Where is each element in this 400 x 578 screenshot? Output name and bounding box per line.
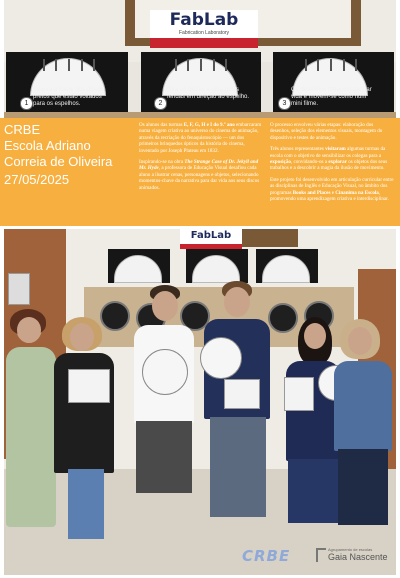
person-2-head: [70, 323, 94, 351]
person-6-skirt: [338, 449, 388, 525]
held-phenakistoscope: [142, 349, 188, 395]
phenakistoscope-wheel: [100, 301, 130, 331]
held-phenakistoscope: [200, 337, 242, 379]
held-drawing: [68, 369, 110, 403]
paragraph: O processo envolveu várias etapas: elaboração dos desenhos, seleção dos elementos visuais, montagem do dispositivo e testes de animação.: [270, 122, 383, 141]
top-photo: [4, 0, 396, 118]
gaia-nascente-logo-mark: [316, 548, 326, 562]
panel-caption-2: Gira os discos e olha pelas fendas em direção ao espelho.: [167, 87, 250, 100]
gaia-nascente-logo: Gaia Nascente: [328, 552, 388, 562]
panel-number-3: 3: [278, 97, 291, 110]
panel-number-1: 1: [20, 97, 33, 110]
person-3-head: [152, 291, 178, 321]
person-5-pants: [288, 459, 338, 523]
fablab-sign-title: FabLab: [169, 10, 239, 30]
fablab-sign-small: FabLab: [180, 229, 242, 249]
person-6-denim-jacket: [334, 361, 392, 451]
person-4-jeans: [210, 417, 266, 517]
group-photo: [4, 229, 396, 575]
article-column-2: [270, 122, 394, 207]
wall-poster: [8, 273, 30, 305]
person-2-jeans: [68, 469, 104, 539]
paragraph: Este projeto foi desenvolvido em articulação curricular entre as disciplinas de Inglês e Educação Visual, no âmbito dos programas Books and Places e Cinanima na Escola, promovendo uma aprendizagem criativa e interdisciplinar.: [270, 176, 394, 203]
paragraph: Três alunos representantes visitaram algumas turmas da escola com o objetivo de sensibilizar os colegas para a exposição, convidando-os a explorar os objetos dos seus trabalhos e a descobrir a magia da ilusão de movimento.: [270, 146, 388, 172]
held-drawing: [284, 377, 314, 411]
person-3-shorts: [136, 421, 192, 493]
fablab-sign-subtitle: Fabrication Laboratory: [178, 30, 230, 36]
crbe-logo: CRBE: [242, 547, 291, 565]
held-drawing: [224, 379, 260, 409]
event-date: 27/05/2025: [4, 172, 70, 187]
fablab-sign: [150, 10, 258, 48]
person-5-head: [304, 323, 326, 349]
person-4-head: [224, 287, 250, 317]
school-name: CRBE Escola Adriano Correia de Oliveira: [4, 122, 113, 169]
paragraph: Os alunos das turmas E, F, G, H e I do 9.º ano embarcaram numa viagem criativa ao universo do cinema de animação, através da recriação do fenaquistoscópio — um dos primeiros brinquedos ópticos da história do cinema, inventado por Joseph Plateau em 1832.: [139, 122, 262, 154]
panel-caption-1: Segura a haste dos discos pretos que estão voltados para os espelhos.: [33, 87, 104, 107]
person-1-dress: [6, 347, 56, 527]
panel-caption-3: Os desenhos parecem ganhar vida e movem-se como num mini filme.: [291, 87, 372, 107]
person-6-head: [348, 327, 372, 355]
gaia-nascente-logo-sub: Agrupamento de escolas: [328, 547, 373, 552]
phenakistoscope-wheel: [268, 303, 298, 333]
article-column-1: [139, 122, 263, 196]
paragraph: Inspirando-se na obra The Strange Case of Dr. Jekyll and Mr. Hyde, a professora de Educação Visual desafiou cada aluno a ilustrar cenas, personagens e objetos, selecionando momentos-chave da narrativa para dar vida aos seus discos animados.: [139, 159, 260, 191]
panel-number-2: 2: [154, 97, 167, 110]
